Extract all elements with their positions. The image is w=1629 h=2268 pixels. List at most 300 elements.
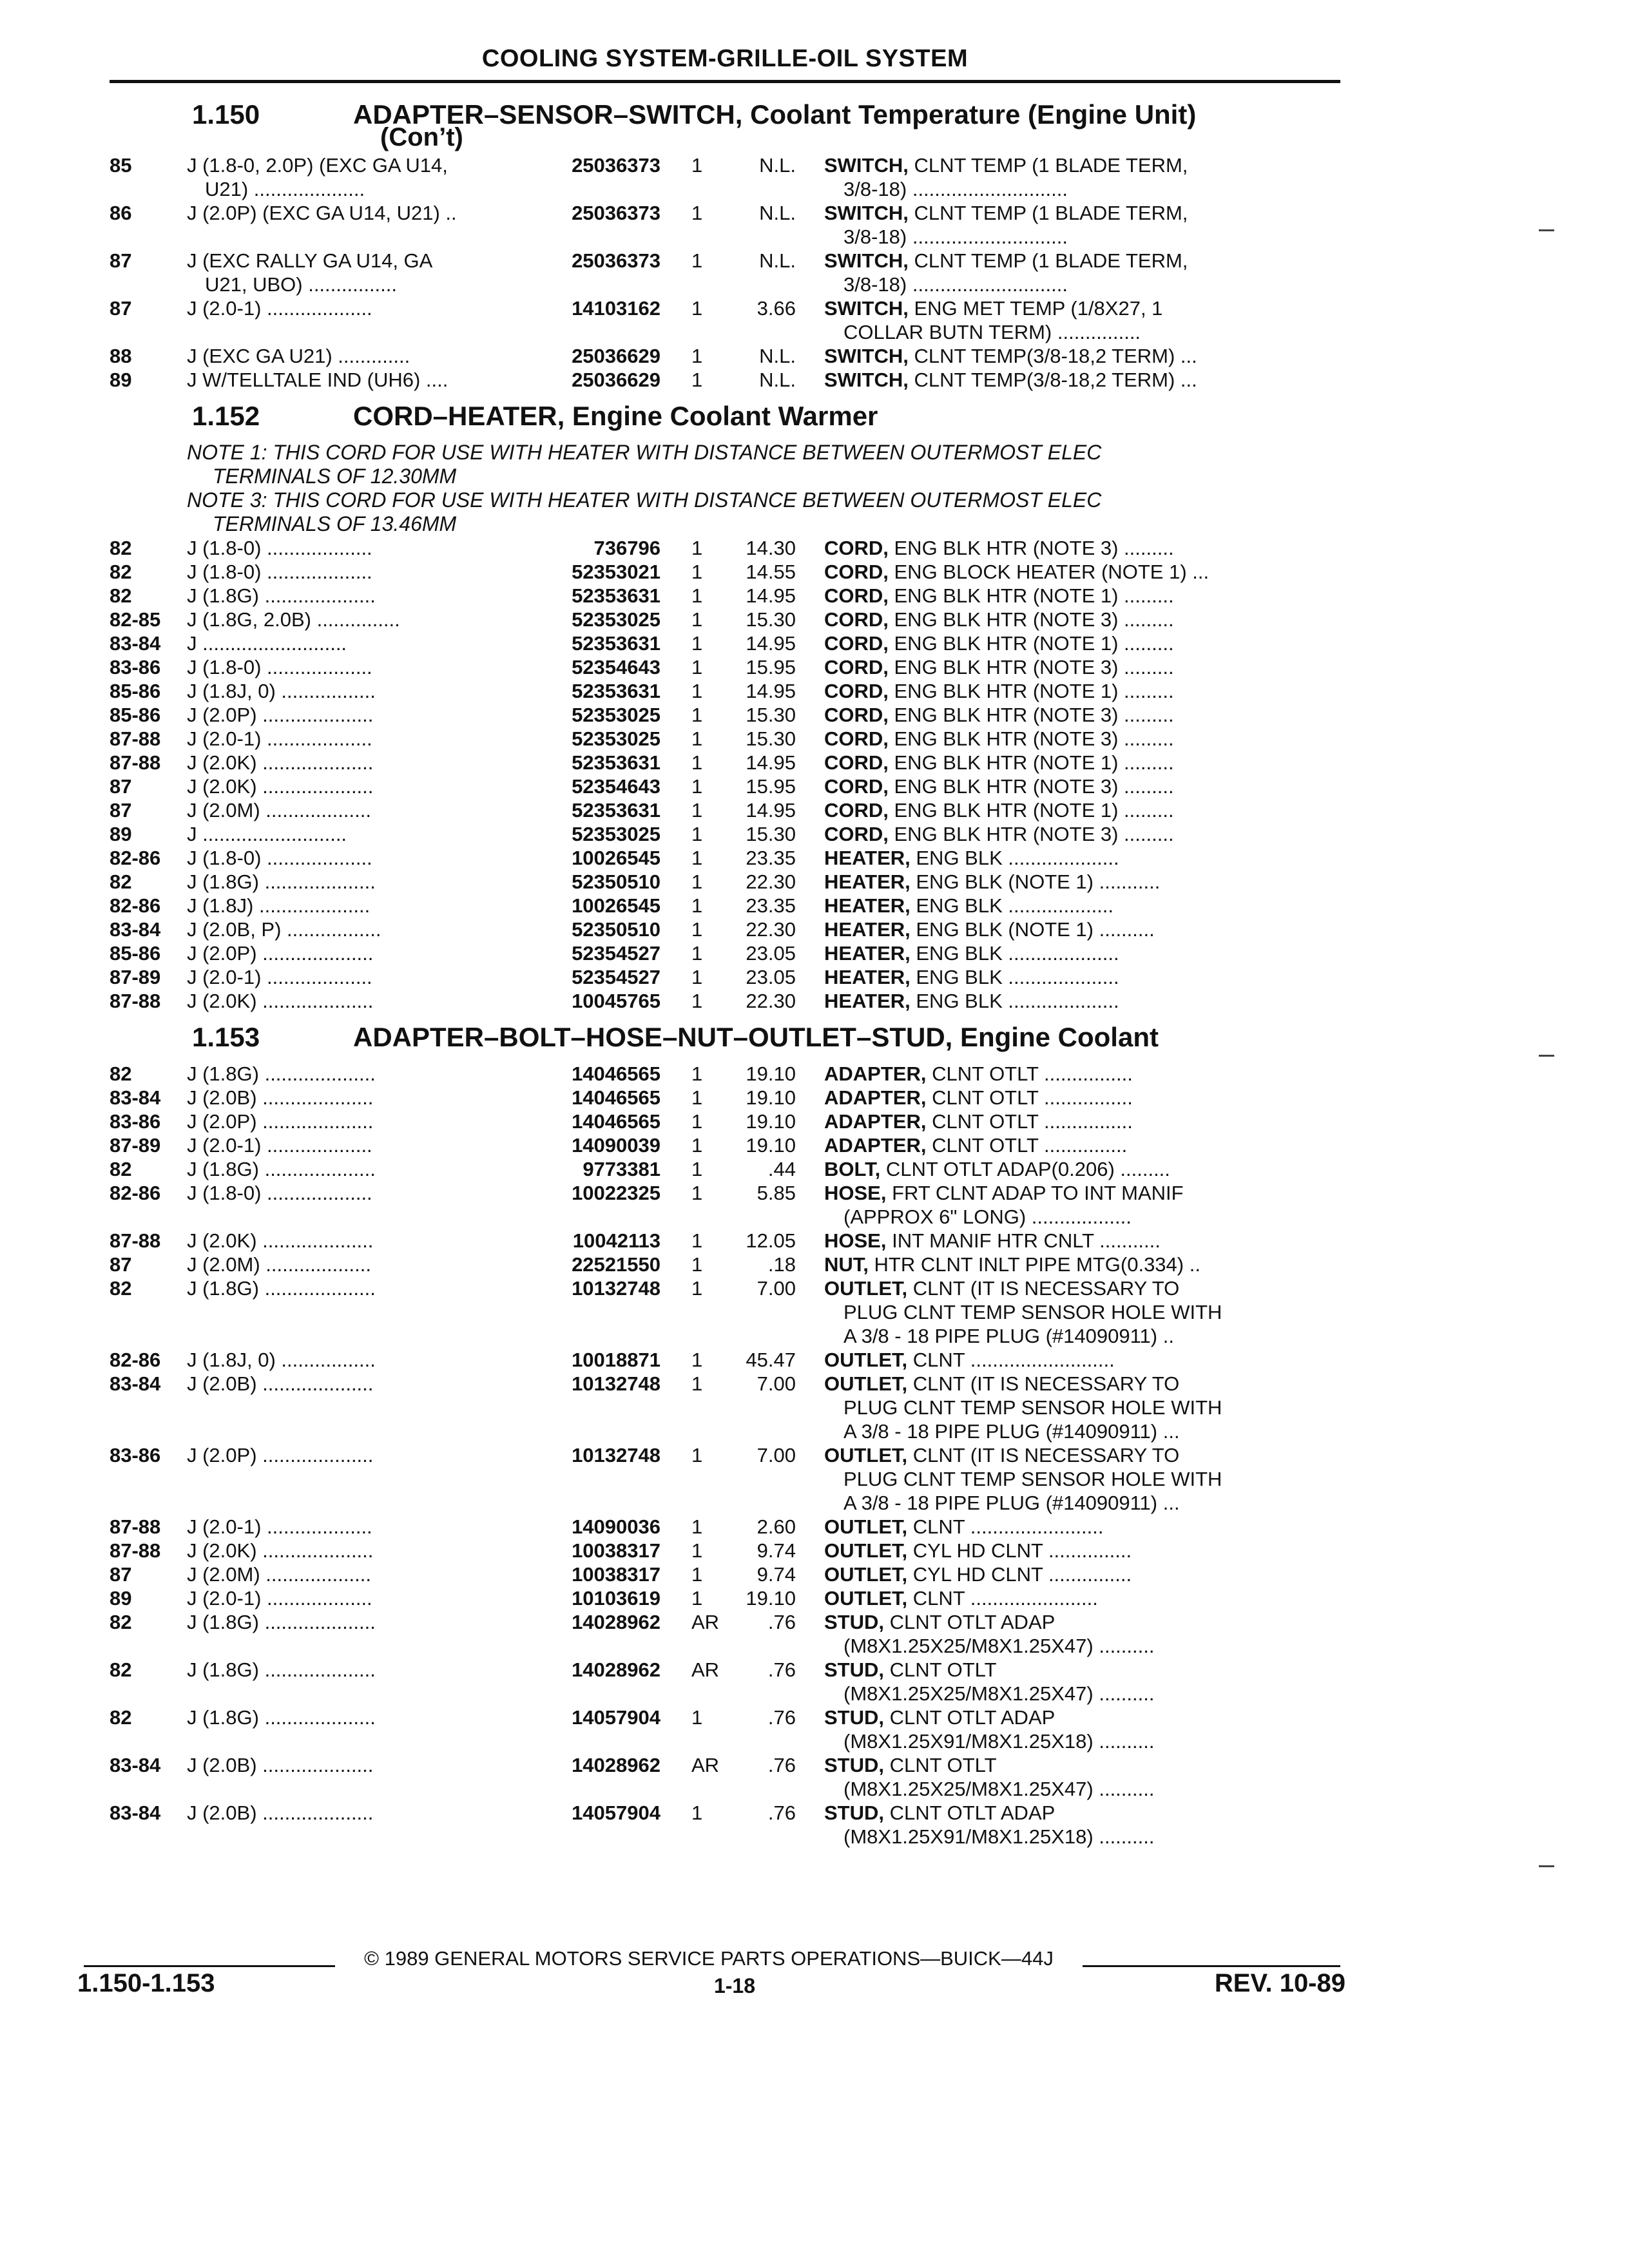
description-line <box>824 296 1340 320</box>
description-line <box>824 1586 1340 1610</box>
model-year-code: 85-86 <box>110 680 161 702</box>
part-number: 10038317 <box>572 1563 660 1586</box>
quantity: 1 <box>691 561 703 583</box>
application-cell <box>187 1706 548 1753</box>
description-cell <box>796 1539 1340 1562</box>
description-cell <box>796 1086 1340 1110</box>
part-number: 52354527 <box>572 942 660 965</box>
description-text: CLNT OTLT ................ <box>926 1110 1133 1133</box>
description-text: FRT CLNT ADAP TO INT MANIF <box>886 1182 1184 1204</box>
model-year-code: 82-86 <box>110 1349 161 1371</box>
description-line <box>824 1157 1340 1181</box>
model-year-code: 82 <box>110 1611 132 1633</box>
model-year-code: 85 <box>110 154 132 177</box>
description-keyword: OUTLET, <box>824 1515 908 1538</box>
table-row <box>110 1586 1340 1610</box>
table-row <box>110 1348 1340 1372</box>
table-row <box>110 965 1340 989</box>
description-text-cont: PLUG CLNT TEMP SENSOR HOLE WITH <box>843 1468 1222 1490</box>
application-cell <box>187 1157 548 1181</box>
quantity: 1 <box>691 1539 703 1562</box>
description-cell <box>796 560 1340 584</box>
price: 19.10 <box>746 1062 796 1085</box>
quantity: 1 <box>691 751 703 774</box>
description-cell <box>796 941 1340 965</box>
description-keyword: OUTLET, <box>824 1349 908 1371</box>
part-number: 14046565 <box>572 1110 660 1133</box>
description-cell <box>796 1276 1340 1348</box>
description-line <box>824 1515 1340 1539</box>
footer-rule-left <box>84 1965 335 1967</box>
quantity: 1 <box>691 1158 703 1180</box>
application-cell <box>187 608 548 631</box>
part-number: 14057904 <box>572 1706 660 1729</box>
description-keyword: SWITCH, <box>824 369 909 391</box>
model-year-code: 87 <box>110 249 132 272</box>
description-cell <box>796 1157 1340 1181</box>
application-cell <box>187 1348 548 1372</box>
description-cell <box>796 1443 1340 1515</box>
price: 19.10 <box>746 1134 796 1157</box>
description-text-cont: A 3/8 - 18 PIPE PLUG (#14090911) ... <box>843 1492 1180 1514</box>
application-text: J (2.0-1) ................... <box>187 966 372 988</box>
application-cell <box>187 655 548 679</box>
description-text: ENG BLK .................... <box>910 990 1119 1012</box>
description-cell <box>796 153 1340 201</box>
section-heading <box>110 392 1340 441</box>
price: 15.30 <box>746 704 796 726</box>
description-text-cont: A 3/8 - 18 PIPE PLUG (#14090911) ... <box>843 1420 1180 1443</box>
quantity: 1 <box>691 154 703 177</box>
table-row <box>110 703 1340 727</box>
model-year-code: 82 <box>110 1658 132 1681</box>
description-cell <box>796 1706 1340 1753</box>
description-line <box>824 584 1340 608</box>
section-heading <box>110 1013 1340 1062</box>
part-number: 52350510 <box>572 870 660 893</box>
margin-mark <box>1539 1055 1554 1057</box>
application-text: J W/TELLTALE IND (UH6) .... <box>187 369 448 391</box>
description-keyword: SWITCH, <box>824 154 909 177</box>
part-number: 52353631 <box>572 799 660 822</box>
description-cell <box>796 774 1340 798</box>
note-line-cont: TERMINALS OF 13.46MM <box>213 512 457 535</box>
quantity: 1 <box>691 345 703 367</box>
part-number: 10042113 <box>572 1229 660 1252</box>
price: .18 <box>767 1253 796 1276</box>
description-keyword: SWITCH, <box>824 202 909 224</box>
quantity: 1 <box>691 369 703 391</box>
description-cell <box>796 727 1340 751</box>
description-text: CYL HD CLNT ............... <box>907 1563 1132 1586</box>
description-line <box>824 368 1340 392</box>
application-cell <box>187 1372 548 1443</box>
note-line-cont: TERMINALS OF 12.30MM <box>213 465 457 488</box>
application-text: J (1.8G) .................... <box>187 584 376 607</box>
quantity: 1 <box>691 632 703 655</box>
quantity: 1 <box>691 202 703 224</box>
price: N.L. <box>759 154 796 177</box>
description-text-cont: COLLAR BUTN TERM) ............... <box>843 321 1141 343</box>
price: 14.95 <box>746 751 796 774</box>
part-number: 52354527 <box>572 966 660 988</box>
description-line <box>824 798 1340 822</box>
application-text: J (2.0-1) ................... <box>187 1587 372 1610</box>
description-cell <box>796 1229 1340 1253</box>
model-year-code: 82 <box>110 561 132 583</box>
table-row <box>110 296 1340 344</box>
quantity: 1 <box>691 297 703 320</box>
description-text-cont: PLUG CLNT TEMP SENSOR HOLE WITH <box>843 1301 1222 1323</box>
description-line <box>824 965 1340 989</box>
part-number: 52353025 <box>572 823 660 845</box>
description-line <box>824 727 1340 751</box>
part-number: 14028962 <box>572 1658 660 1681</box>
description-text-cont: (M8X1.25X25/M8X1.25X47) .......... <box>843 1635 1155 1657</box>
application-text: J (2.0B, P) ................. <box>187 918 381 941</box>
part-number: 52353631 <box>572 751 660 774</box>
price: 9.74 <box>757 1563 796 1586</box>
price: 22.30 <box>746 918 796 941</box>
description-text-cont: (M8X1.25X25/M8X1.25X47) .......... <box>843 1778 1155 1800</box>
table-row <box>110 1372 1340 1443</box>
quantity: 1 <box>691 1110 703 1133</box>
description-text: ENG BLK HTR (NOTE 3) ......... <box>888 823 1174 845</box>
price: 22.30 <box>746 870 796 893</box>
application-cell <box>187 1062 548 1086</box>
quantity: AR <box>691 1658 720 1681</box>
quantity: 1 <box>691 918 703 941</box>
price: 14.95 <box>746 799 796 822</box>
part-number: 52354643 <box>572 775 660 798</box>
description-keyword: CORD, <box>824 608 889 631</box>
application-text-cont: U21) .................... <box>205 178 365 200</box>
application-text: J (2.0K) .................... <box>187 990 374 1012</box>
description-cell <box>796 1515 1340 1539</box>
description-text: CLNT ....................... <box>907 1587 1098 1610</box>
model-year-code: 85-86 <box>110 942 161 965</box>
description-text: CLNT TEMP (1 BLADE TERM, <box>908 249 1188 272</box>
description-line <box>824 1372 1340 1396</box>
table-row <box>110 798 1340 822</box>
price: 23.35 <box>746 894 796 917</box>
application-cell <box>187 822 548 846</box>
application-text: J (1.8G) .................... <box>187 1277 376 1300</box>
quantity: 1 <box>691 775 703 798</box>
model-year-code: 82-86 <box>110 894 161 917</box>
description-text: CLNT (IT IS NECESSARY TO <box>907 1444 1180 1466</box>
part-number: 10132748 <box>572 1444 660 1466</box>
part-number: 52353025 <box>572 727 660 750</box>
application-text: J (2.0P) .................... <box>187 1110 374 1133</box>
price: 14.95 <box>746 680 796 702</box>
header-rule <box>110 80 1340 83</box>
application-text: J (1.8-0) ................... <box>187 561 372 583</box>
part-number: 10132748 <box>572 1372 660 1395</box>
description-line <box>824 1181 1340 1205</box>
section-heading <box>110 90 1340 139</box>
page-header: COOLING SYSTEM-GRILLE-OIL SYSTEM <box>481 45 969 72</box>
quantity: 1 <box>691 1515 703 1538</box>
quantity: 1 <box>691 823 703 845</box>
model-year-code: 82 <box>110 1277 132 1300</box>
application-text-cont: U21, UBO) ................ <box>205 273 398 296</box>
quantity: 1 <box>691 942 703 965</box>
part-number: 52350510 <box>572 918 660 941</box>
description-keyword: STUD, <box>824 1658 884 1681</box>
quantity: 1 <box>691 1706 703 1729</box>
model-year-code: 87 <box>110 1253 132 1276</box>
application-cell <box>187 1443 548 1515</box>
table-row <box>110 1443 1340 1515</box>
description-text: ENG BLK HTR (NOTE 1) ......... <box>888 751 1174 774</box>
description-text-cont: PLUG CLNT TEMP SENSOR HOLE WITH <box>843 1396 1222 1419</box>
quantity: 1 <box>691 1086 703 1109</box>
description-text: HTR CLNT INLT PIPE MTG(0.334) .. <box>868 1253 1200 1276</box>
table-row <box>110 846 1340 870</box>
part-number: 52354643 <box>572 656 660 678</box>
description-keyword: STUD, <box>824 1754 884 1776</box>
model-year-code: 82 <box>110 1158 132 1180</box>
description-line <box>824 201 1340 225</box>
description-text: ENG BLK HTR (NOTE 3) ......... <box>888 608 1174 631</box>
model-year-code: 83-84 <box>110 1086 161 1109</box>
description-cell <box>796 1586 1340 1610</box>
application-text: J (1.8-0) ................... <box>187 537 372 559</box>
description-line <box>824 1539 1340 1562</box>
description-cell <box>796 631 1340 655</box>
description-cell <box>796 798 1340 822</box>
description-keyword: ADAPTER, <box>824 1062 927 1085</box>
part-number: 736796 <box>593 537 660 559</box>
application-cell <box>187 1658 548 1706</box>
price: 14.95 <box>746 584 796 607</box>
quantity: 1 <box>691 966 703 988</box>
description-line <box>824 1706 1340 1729</box>
description-text: ENG BLK ................... <box>910 894 1114 917</box>
quantity: 1 <box>691 727 703 750</box>
description-keyword: CORD, <box>824 632 889 655</box>
part-number: 10038317 <box>572 1539 660 1562</box>
description-keyword: SWITCH, <box>824 297 909 320</box>
price: .76 <box>767 1754 796 1776</box>
description-text: CLNT (IT IS NECESSARY TO <box>907 1372 1180 1395</box>
price: 7.00 <box>757 1277 796 1300</box>
part-number: 9773381 <box>583 1158 660 1180</box>
part-number: 25036629 <box>572 345 660 367</box>
application-cell <box>187 1276 548 1348</box>
table-row <box>110 608 1340 631</box>
description-text: CLNT OTLT ................ <box>926 1062 1133 1085</box>
section-title: ADAPTER–SENSOR–SWITCH, Coolant Temperature (Engine Unit) <box>353 99 1197 130</box>
application-cell <box>187 536 548 560</box>
model-year-code: 89 <box>110 823 132 845</box>
application-text: J (1.8G) .................... <box>187 1658 376 1681</box>
application-text: J (EXC RALLY GA U14, GA <box>187 249 433 272</box>
quantity: 1 <box>691 1253 703 1276</box>
section-number: 1.150 <box>192 99 260 130</box>
description-cell <box>796 1253 1340 1276</box>
application-cell <box>187 249 548 296</box>
application-text: J (1.8-0) ................... <box>187 656 372 678</box>
description-keyword: OUTLET, <box>824 1539 908 1562</box>
price: 23.05 <box>746 966 796 988</box>
description-text: CLNT OTLT ADAP(0.206) ......... <box>880 1158 1170 1180</box>
application-cell <box>187 941 548 965</box>
price: .76 <box>767 1706 796 1729</box>
application-text: J (2.0K) .................... <box>187 751 374 774</box>
application-text: J (2.0M) ................... <box>187 1563 371 1586</box>
price: 14.55 <box>746 561 796 583</box>
description-line <box>824 941 1340 965</box>
description-cell <box>796 1372 1340 1443</box>
footer-section-range: 1.150-1.153 <box>77 1969 215 1997</box>
description-text-cont: (M8X1.25X91/M8X1.25X18) .......... <box>843 1825 1155 1848</box>
description-line <box>824 1443 1340 1467</box>
quantity: 1 <box>691 1134 703 1157</box>
description-keyword: BOLT, <box>824 1158 881 1180</box>
application-text: J (1.8G) .................... <box>187 1706 376 1729</box>
description-keyword: ADAPTER, <box>824 1086 927 1109</box>
application-text: J (1.8J, 0) ................. <box>187 680 376 702</box>
part-number: 14103162 <box>572 297 660 320</box>
application-text: J (2.0M) ................... <box>187 799 371 822</box>
price: 7.00 <box>757 1444 796 1466</box>
application-text: J (1.8J, 0) ................. <box>187 1349 376 1371</box>
section-subtitle: (Con’t) <box>380 123 463 151</box>
table-row <box>110 344 1340 368</box>
application-text: J (1.8J) .................... <box>187 894 371 917</box>
description-text-cont: 3/8-18) ............................ <box>843 178 1068 200</box>
table-row <box>110 774 1340 798</box>
description-cell <box>796 846 1340 870</box>
model-year-code: 87-88 <box>110 727 161 750</box>
table-row <box>110 989 1340 1013</box>
application-cell <box>187 201 548 249</box>
description-keyword: ADAPTER, <box>824 1134 927 1157</box>
description-text: CLNT OTLT <box>884 1658 997 1681</box>
part-number: 14046565 <box>572 1062 660 1085</box>
model-year-code: 82 <box>110 1062 132 1085</box>
section-note <box>110 488 1340 536</box>
price: 14.30 <box>746 537 796 559</box>
table-row <box>110 1658 1340 1706</box>
description-text-cont: 3/8-18) ............................ <box>843 226 1068 248</box>
description-line <box>824 153 1340 177</box>
part-number: 22521550 <box>572 1253 660 1276</box>
part-number: 52353025 <box>572 608 660 631</box>
application-cell <box>187 894 548 918</box>
part-number: 14090036 <box>572 1515 660 1538</box>
model-year-code: 83-86 <box>110 1444 161 1466</box>
description-keyword: CORD, <box>824 584 889 607</box>
model-year-code: 87-88 <box>110 1515 161 1538</box>
description-cell <box>796 989 1340 1013</box>
price: 19.10 <box>746 1086 796 1109</box>
description-keyword: SWITCH, <box>824 249 909 272</box>
description-text: ENG BLK HTR (NOTE 1) ......... <box>888 632 1174 655</box>
quantity: 1 <box>691 608 703 631</box>
description-keyword: STUD, <box>824 1611 884 1633</box>
model-year-code: 82 <box>110 537 132 559</box>
application-text: J (2.0K) .................... <box>187 1539 374 1562</box>
description-text: ENG BLK HTR (NOTE 3) ......... <box>888 656 1174 678</box>
quantity: 1 <box>691 1182 703 1204</box>
section-number: 1.152 <box>192 401 260 431</box>
description-line <box>824 655 1340 679</box>
price: 45.47 <box>746 1349 796 1371</box>
description-cell <box>796 703 1340 727</box>
part-number: 25036373 <box>572 202 660 224</box>
part-number: 52353631 <box>572 584 660 607</box>
application-text: J (2.0-1) ................... <box>187 727 372 750</box>
application-text: J (1.8G) .................... <box>187 1158 376 1180</box>
description-cell <box>796 1181 1340 1229</box>
model-year-code: 83-86 <box>110 656 161 678</box>
quantity: 1 <box>691 537 703 559</box>
description-text: CLNT OTLT ................ <box>926 1086 1133 1109</box>
description-text-cont: (APPROX 6" LONG) .................. <box>843 1206 1132 1228</box>
part-number: 14028962 <box>572 1754 660 1776</box>
table-row <box>110 751 1340 774</box>
table-row <box>110 1610 1340 1658</box>
description-text: ENG BLK HTR (NOTE 1) ......... <box>888 584 1174 607</box>
part-number: 10018871 <box>572 1349 660 1371</box>
price: N.L. <box>759 249 796 272</box>
price: 7.00 <box>757 1372 796 1395</box>
description-keyword: HEATER, <box>824 966 911 988</box>
description-line <box>824 822 1340 846</box>
table-row <box>110 679 1340 703</box>
price: 14.95 <box>746 632 796 655</box>
price: 19.10 <box>746 1110 796 1133</box>
description-line <box>824 631 1340 655</box>
description-cell <box>796 1562 1340 1586</box>
price: 23.35 <box>746 847 796 869</box>
part-number: 14090039 <box>572 1134 660 1157</box>
application-text: J (2.0M) ................... <box>187 1253 371 1276</box>
quantity: 1 <box>691 990 703 1012</box>
description-keyword: CORD, <box>824 727 889 750</box>
application-text: J (1.8-0) ................... <box>187 847 372 869</box>
quantity: 1 <box>691 680 703 702</box>
application-cell <box>187 703 548 727</box>
table-row <box>110 1253 1340 1276</box>
description-cell <box>796 918 1340 941</box>
footer-revision: REV. 10-89 <box>1214 1969 1345 1997</box>
part-number: 52353021 <box>572 561 660 583</box>
description-keyword: CORD, <box>824 537 889 559</box>
application-text: J (EXC GA U21) ............. <box>187 345 410 367</box>
application-text: J (1.8G) .................... <box>187 870 376 893</box>
description-text: ENG BLK HTR (NOTE 1) ......... <box>888 799 1174 822</box>
part-number: 14057904 <box>572 1802 660 1824</box>
application-cell <box>187 1229 548 1253</box>
description-text: ENG BLK (NOTE 1) .......... <box>910 918 1155 941</box>
quantity: 1 <box>691 1444 703 1466</box>
model-year-code: 83-84 <box>110 1754 161 1776</box>
part-number: 14046565 <box>572 1086 660 1109</box>
description-cell <box>796 344 1340 368</box>
quantity: 1 <box>691 1372 703 1395</box>
application-cell <box>187 1586 548 1610</box>
description-text: CLNT OTLT <box>884 1754 997 1776</box>
description-keyword: HEATER, <box>824 870 911 893</box>
description-text: CLNT ........................ <box>907 1515 1104 1538</box>
application-text: J (2.0B) .................... <box>187 1086 374 1109</box>
table-row <box>110 1276 1340 1348</box>
description-line <box>824 1110 1340 1133</box>
